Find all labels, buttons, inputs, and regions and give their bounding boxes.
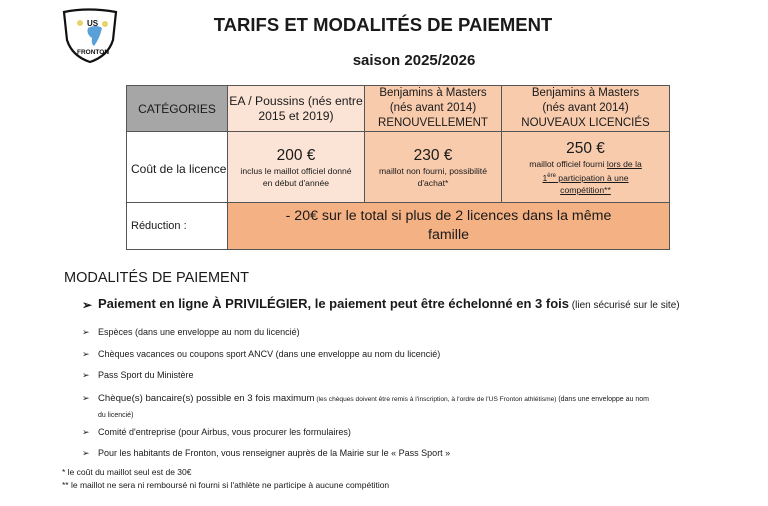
arrow-bullet-icon: ➢ xyxy=(82,426,90,437)
header-renouvellement: Benjamins à Masters (nés avant 2014) RENOUVELLEMENT xyxy=(365,86,502,132)
price: 200 € xyxy=(276,147,316,164)
header-categories: CATÉGORIES xyxy=(127,86,228,132)
list-item: ➢ Chèques vacances ou coupons sport ANCV (dans une enveloppe au nom du licencié) xyxy=(82,348,441,359)
header-nouveaux-licencies: Benjamins à Masters (nés avant 2014) NOUVEAUX LICENCIÉS xyxy=(502,86,670,132)
list-item-cheque: ➢ Chèque(s) bancaire(s) possible en 3 fois maximum (les chèques doivent être remis à l'inscription, à l'ordre de l'US Fronton athlétisme) (dans une enveloppe au nom du licencié) xyxy=(82,392,649,419)
arrow-bullet-icon: ➢ xyxy=(82,392,90,403)
list-item: ➢ Pour les habitants de Fronton, vous renseigner auprès de la Mairie sur le « Pass Sport » xyxy=(82,448,451,458)
list-item: ➢ Espèces (dans une enveloppe au nom du licencié) xyxy=(82,327,300,337)
table-row-cost xyxy=(127,132,670,203)
cost-ea-poussins xyxy=(228,132,365,203)
header-ea-poussins: EA / Poussins (nés entre 2015 et 2019) xyxy=(228,86,365,132)
reduction-label: Réduction : xyxy=(127,203,228,250)
list-item-online-payment: ➢ Paiement en ligne À PRIVILÉGIER, le paiement peut être échelonné en 3 fois (lien sécurisé sur le site) xyxy=(82,296,680,312)
list-item: ➢ Comité d'entreprise (pour Airbus, vous procurer les formulaires) xyxy=(82,426,351,437)
price-note: maillot non fourni, possibilité d'achat* xyxy=(379,166,487,188)
cost-nouveaux-licencies xyxy=(502,132,670,203)
arrow-bullet-icon: ➢ xyxy=(82,370,90,380)
payment-heading: MODALITÉS DE PAIEMENT xyxy=(64,270,250,286)
table-row-reduction xyxy=(127,203,670,250)
list-item: ➢ Pass Sport du Ministère xyxy=(82,370,194,380)
arrow-bullet-icon: ➢ xyxy=(82,348,90,359)
table-header-row xyxy=(127,86,670,132)
footnote-2: ** le maillot ne sera ni remboursé ni fourni si l'athlète ne participe à aucune compétition xyxy=(62,480,390,490)
payment-list xyxy=(82,296,762,469)
footnote-1: * le coût du maillot seul est de 30€ xyxy=(62,467,192,477)
arrow-bullet-icon: ➢ xyxy=(82,327,90,337)
cost-label: Coût de la licence xyxy=(127,132,228,203)
arrow-bullet-icon: ➢ xyxy=(82,448,90,458)
svg-text:FRONTON: FRONTON xyxy=(77,49,110,56)
price: 230 € xyxy=(413,147,453,164)
price-note: inclus le maillot officiel donné en début d'année xyxy=(240,166,352,188)
price: 250 € xyxy=(566,140,605,158)
price-note: maillot officiel fourni lors de la 1ère participation à une compétition** xyxy=(529,159,642,195)
page-title: TARIFS ET MODALITÉS DE PAIEMENT xyxy=(213,14,553,35)
cost-renouvellement xyxy=(365,132,502,203)
arrow-bullet-icon: ➢ xyxy=(82,298,93,312)
tarifs-table xyxy=(126,85,670,250)
season-subtitle: saison 2025/2026 xyxy=(352,52,476,69)
reduction-value: - 20€ sur le total si plus de 2 licences dans la même famille xyxy=(228,203,670,250)
svg-text:US: US xyxy=(87,19,99,28)
